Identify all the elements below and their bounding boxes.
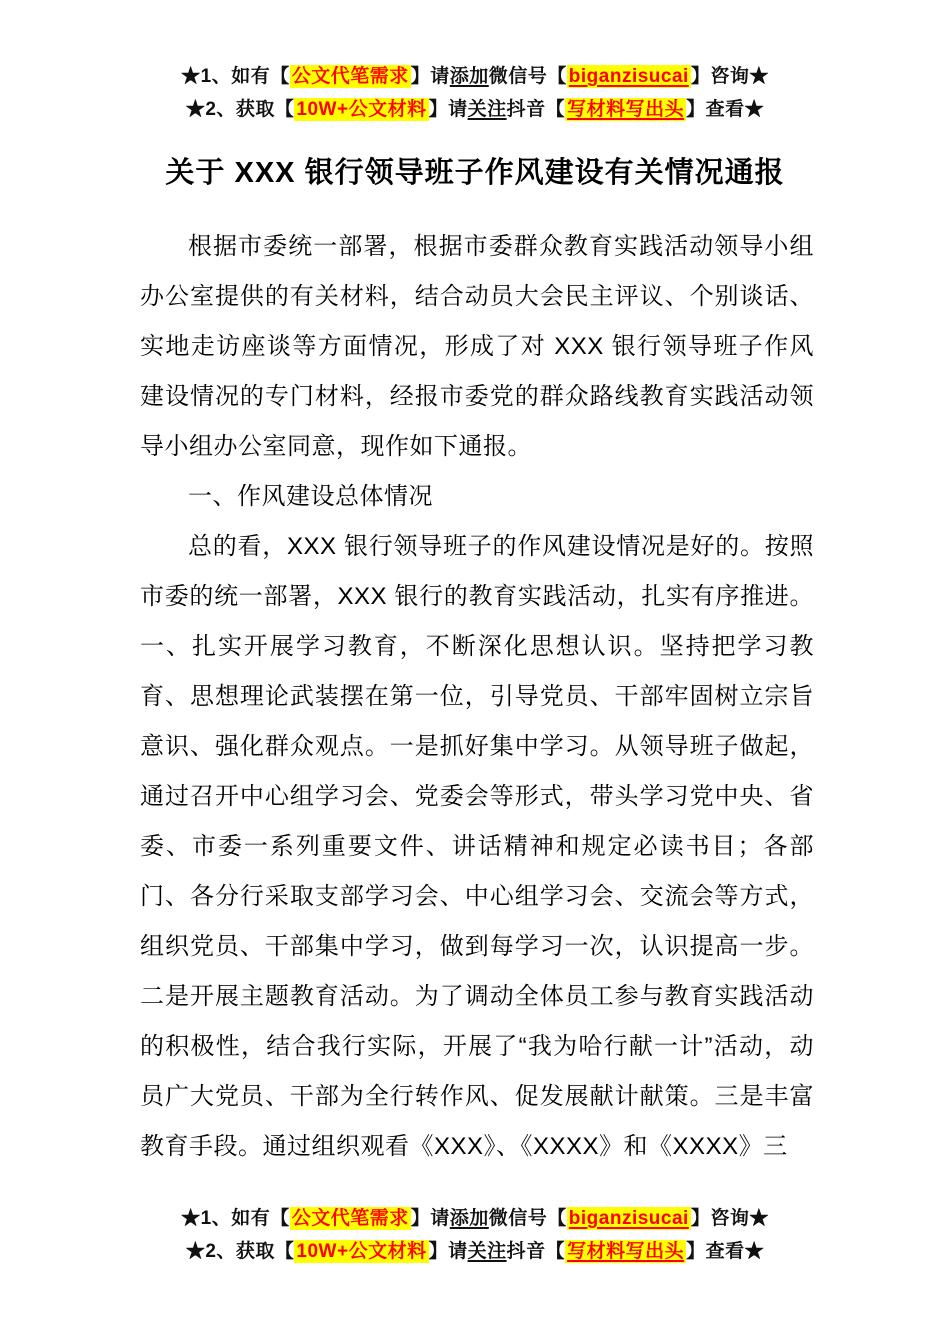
banner-text: 微信号【: [488, 1208, 567, 1229]
banner-wechat-handle: biganzisucai: [568, 66, 689, 87]
banner-text: 微信号【: [488, 66, 567, 87]
promo-banner-bottom-line-2: [0, 1235, 950, 1268]
banner-text: 】请: [410, 1208, 450, 1229]
banner-underlined-text: 关注: [467, 1241, 507, 1262]
banner-douyin-handle: 写材料写出头: [567, 99, 685, 120]
promo-banner-top-line-2: [0, 93, 950, 126]
banner-text: 抖音【: [506, 99, 566, 120]
banner-text: 】请: [428, 99, 468, 120]
body-paragraph: 根据市委统一部署，根据市委群众教育实践活动领导小组办公室提供的有关材料，结合动员大会民主评议、个别谈话、实地走访座谈等方面情况，形成了对 XXX 银行领导班子作风建设情况的专门材料，经报市委党的群众路线教育实践活动领导小组办公室同意，现作如下通报。: [140, 233, 814, 460]
banner-highlight: 公文代笔需求: [291, 1208, 409, 1229]
body-paragraph: 总的看，XXX 银行领导班子的作风建设情况是好的。按照市委的统一部署，XXX 银行的教育实践活动，扎实有序推进。一、扎实开展学习教育，不断深化思想认识。坚持把学习教育、思想理论武装摆在第一位，引导党员、干部牢固树立宗旨意识、强化群众观点。一是抓好集中学习。从领导班子做起，通过召开中心组学习会、党委会等形式，带头学习党中央、省委、市委一系列重要文件、讲话精神和规定必读书目；各部门、各分行采取支部学习会、中心组学习会、交流会等方式，组织党员、干部集中学习，做到每学习一次，认识提高一步。二是开展主题教育活动。为了调动全体员工参与教育实践活动的积极性，结合我行实际，开展了“我为哈行献一计”活动，动员广大党员、干部为全行转作风、促发展献计献策。三是丰富教育手段。通过组织观看《XXX》、《XXXX》和《XXXX》三: [140, 533, 814, 1160]
promo-banner-bottom: [0, 1202, 950, 1268]
banner-highlight: 公文代笔需求: [291, 66, 409, 87]
document-title: 关于 XXX 银行领导班子作风建设有关情况通报: [165, 157, 785, 189]
section-heading: 一、作风建设总体情况: [188, 483, 433, 510]
banner-text: 】请: [410, 66, 450, 87]
banner-douyin-handle: 写材料写出头: [567, 1241, 685, 1262]
banner-highlight: 10W+公文材料: [296, 99, 427, 120]
banner-wechat-handle: biganzisucai: [568, 1208, 689, 1229]
banner-text: 】咨询★: [690, 1208, 769, 1229]
banner-text: ★1、如有【: [181, 66, 290, 87]
banner-highlight: 10W+公文材料: [296, 1241, 427, 1262]
promo-banner-top-line-1: [0, 60, 950, 93]
promo-banner-top: [0, 60, 950, 126]
banner-text: ★2、获取【: [185, 1241, 295, 1262]
promo-banner-bottom-line-1: [0, 1202, 950, 1235]
banner-text: 】查看★: [686, 1241, 765, 1262]
banner-text: ★2、获取【: [185, 99, 295, 120]
banner-underlined-text: 添加: [449, 66, 489, 87]
banner-text: 抖音【: [506, 1241, 566, 1262]
banner-text: 】查看★: [686, 99, 765, 120]
banner-text: 】咨询★: [690, 66, 769, 87]
document-body: [140, 222, 814, 1172]
banner-text: 】请: [428, 1241, 468, 1262]
banner-text: ★1、如有【: [181, 1208, 290, 1229]
banner-underlined-text: 关注: [467, 99, 507, 120]
banner-underlined-text: 添加: [449, 1208, 489, 1229]
